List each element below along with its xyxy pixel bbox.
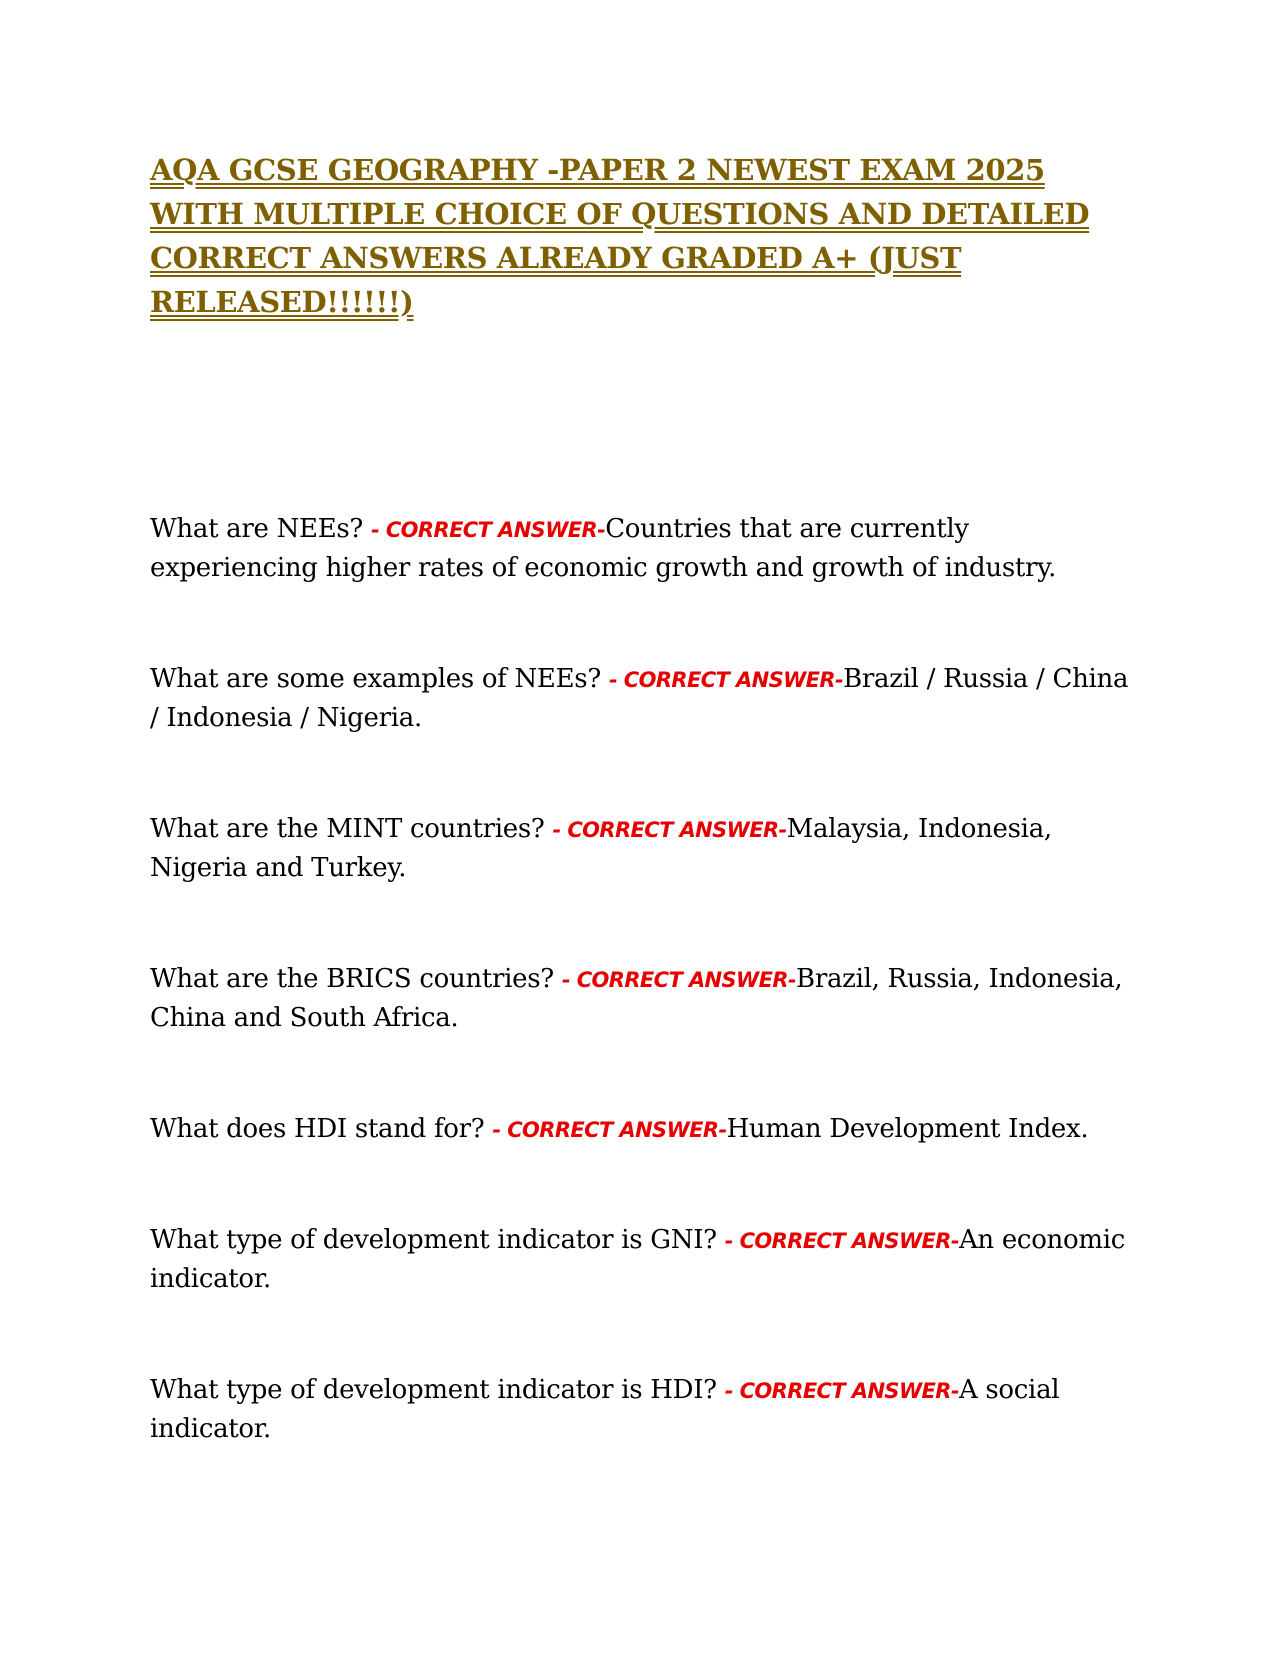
correct-answer-marker: - CORRECT ANSWER- <box>724 1229 959 1253</box>
question-text: What does HDI stand for? <box>150 1114 485 1144</box>
question-text: What are NEEs? <box>150 514 364 544</box>
qa-item <box>150 660 1140 737</box>
document-title: AQA GCSE GEOGRAPHY -PAPER 2 NEWEST EXAM 2025 WITH MULTIPLE CHOICE OF QUESTIONS AND DETAILED CORRECT ANSWERS ALREADY GRADED A+ (JUST RELEASED!!!!!!) <box>150 153 1090 319</box>
qa-item <box>150 1110 1140 1149</box>
question-text: What are some examples of NEEs? <box>150 664 601 694</box>
qa-item <box>150 810 1140 887</box>
answer-text: Brazil / Russia / China / Indonesia / Nigeria. <box>150 664 1129 733</box>
correct-answer-marker: - CORRECT ANSWER- <box>371 518 606 542</box>
question-text: What type of development indicator is GNI? <box>150 1225 717 1255</box>
answer-text: Malaysia, Indonesia, Nigeria and Turkey. <box>150 814 1052 883</box>
correct-answer-marker: - CORRECT ANSWER- <box>492 1118 727 1142</box>
question-text: What are the MINT countries? <box>150 814 545 844</box>
qa-list <box>150 510 1140 1521</box>
correct-answer-marker: - CORRECT ANSWER- <box>724 1379 959 1403</box>
qa-item <box>150 1221 1140 1298</box>
qa-item <box>150 1371 1140 1448</box>
qa-item <box>150 960 1140 1037</box>
answer-text: An economic indicator. <box>150 1225 1125 1294</box>
answer-text: A social indicator. <box>150 1375 1060 1444</box>
question-text: What are the BRICS countries? <box>150 964 554 994</box>
qa-item <box>150 510 1140 587</box>
answer-text: Human Development Index. <box>726 1114 1089 1144</box>
question-text: What type of development indicator is HDI? <box>150 1375 717 1405</box>
correct-answer-marker: - CORRECT ANSWER- <box>608 668 844 692</box>
answer-text: Countries that are currently experiencing higher rates of economic growth and growth of industry. <box>150 514 1057 583</box>
correct-answer-marker: - CORRECT ANSWER- <box>561 968 797 992</box>
correct-answer-marker: - CORRECT ANSWER- <box>552 818 787 842</box>
answer-text: Brazil, Russia, Indonesia, China and South Africa. <box>150 964 1123 1033</box>
